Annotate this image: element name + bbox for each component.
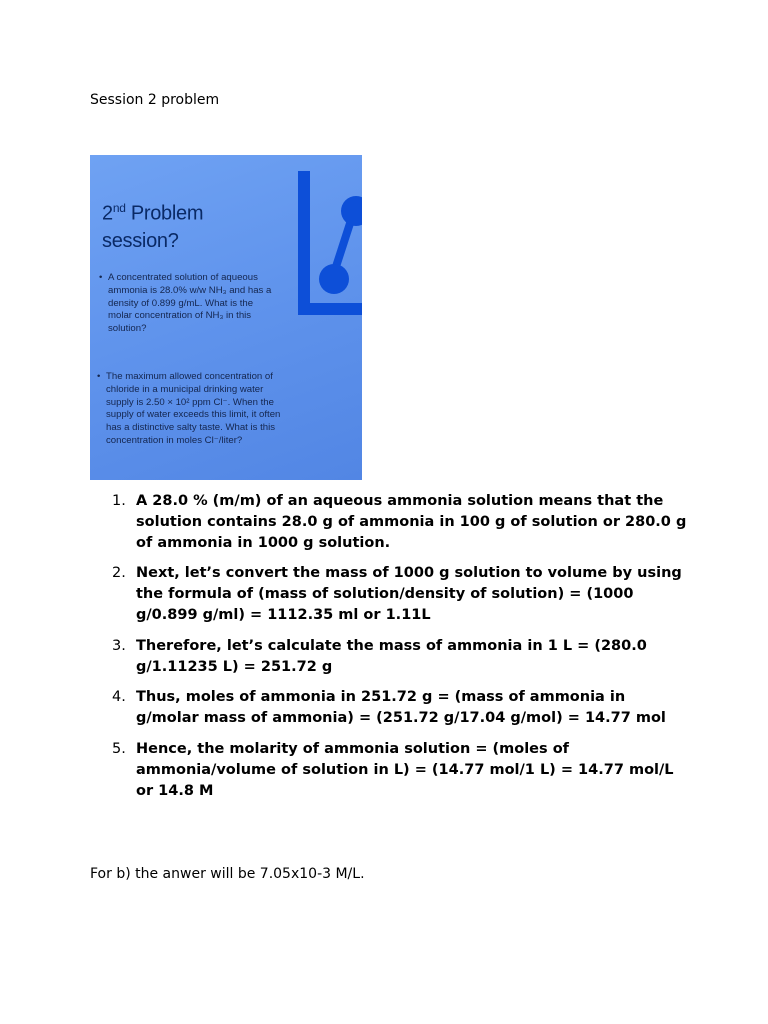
step-text: Therefore, let’s calculate the mass of ammonia in 1 L = (280.0 g/1.11235 L) = 251.72 g (136, 637, 647, 675)
step-number: 1. (112, 493, 126, 509)
slide-bullet-chloride (97, 371, 286, 448)
problem-slide-photo (90, 155, 362, 480)
slide-bullet-ammonia (99, 272, 278, 336)
slide-title-sup: nd (112, 201, 126, 215)
slide-bullet-2-text: The maximum allowed concentration of chloride in a municipal drinking water supply is 2.50 × 10² ppm Cl⁻. When the supply of water exceeds this limit, it often has a distinctive salty taste. What is this concentration in moles Cl⁻/liter? (106, 371, 281, 446)
solution-step (112, 491, 692, 553)
step-text: Next, let’s convert the mass of 1000 g solution to volume by using the formula of (mass of solution/density of solution) = (1000 g/0.899 g/ml) = 1112.35 ml or 1.11L (136, 565, 682, 623)
slide-title (102, 195, 203, 255)
slide-bullet-1-text: A concentrated solution of aqueous ammonia is 28.0% w/w NH₃ and has a density of 0.899 g/mL. What is the molar concentration of NH₃ in this solution? (108, 272, 272, 335)
bullet-dot: • (97, 371, 101, 382)
slide-title-line2: session? (102, 229, 179, 252)
slide-title-word: Problem (125, 202, 204, 225)
step-number: 5. (112, 740, 126, 757)
slide-logo-icon (292, 155, 362, 315)
solution-step (112, 636, 692, 678)
step-text: A 28.0 % (m/m) of an aqueous ammonia solution means that the solution contains 28.0 g of ammonia in 100 g of solution or 280.0 g of ammonia in 1000 g solution. (136, 493, 687, 551)
solution-step (112, 687, 692, 729)
solution-step (112, 563, 692, 625)
step-text: Hence, the molarity of ammonia solution = (moles of ammonia/volume of solution in L) = (14.77 mol/1 L) = 14.77 mol/L or 14.8 M (136, 740, 674, 799)
slide-title-number: 2 (102, 202, 113, 225)
step-number: 2. (112, 565, 126, 582)
answer-b-note: For b) the anwer will be 7.05x10-3 M/L. (90, 866, 365, 882)
page-heading: Session 2 problem (90, 92, 220, 108)
solution-steps-list (112, 491, 692, 811)
step-number: 3. (112, 637, 126, 654)
bullet-dot: • (99, 272, 103, 283)
step-number: 4. (112, 689, 126, 706)
solution-step (112, 739, 692, 801)
step-text: Thus, moles of ammonia in 251.72 g = (mass of ammonia in g/molar mass of ammonia) = (251.72 g/17.04 g/mol) = 14.77 mol (136, 689, 666, 727)
